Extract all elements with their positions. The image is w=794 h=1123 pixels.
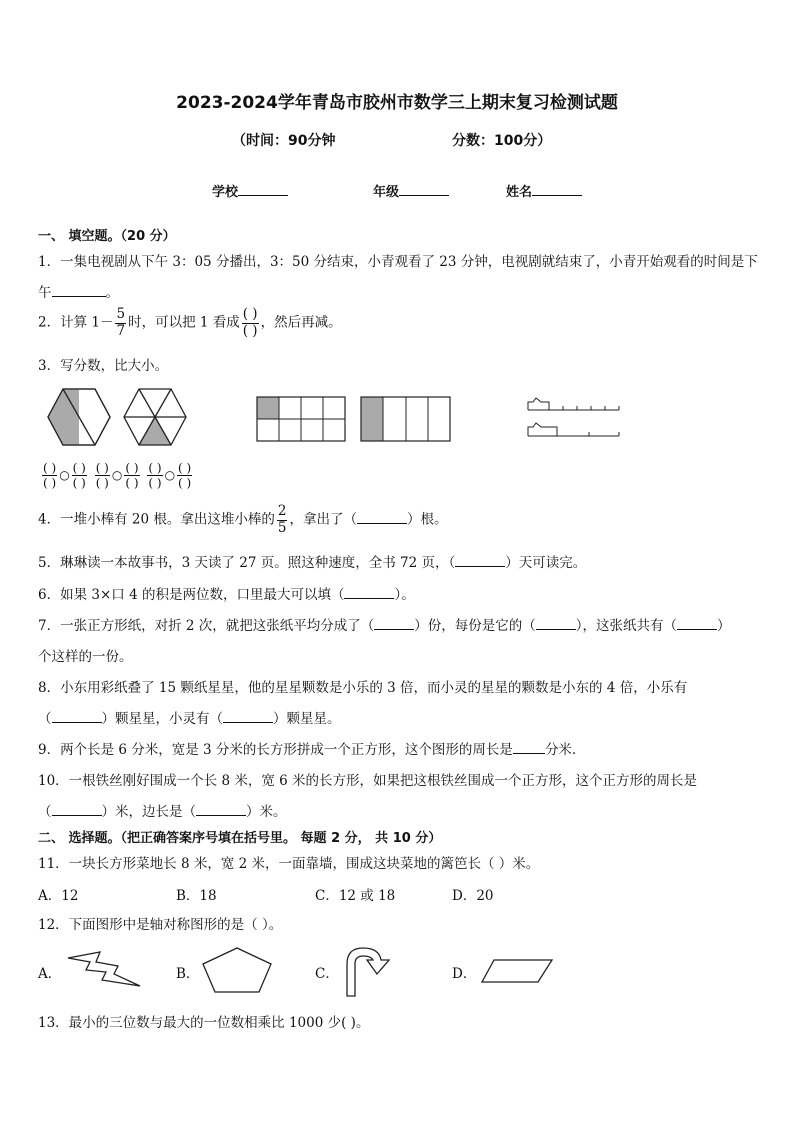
answer-blank[interactable] [52,296,106,297]
answer-blank[interactable] [455,566,505,567]
curved-arrow-shape [343,944,399,998]
question-9: 9．两个长是 6 分米，宽是 3 分米的长方形拼成一个正方形，这个图形的周长是 分米． [38,742,586,758]
time-limit: （时间：90分钟 [232,133,336,149]
lightning-bolt-shape [66,950,142,990]
question-8-line2: （ ）颗星星，小灵有（ ）颗星星。 [38,711,341,727]
question-7-line1: 7．一张正方形纸，对折 2 次，就把这张纸平均分成了（ ）份，每份是它的（ ），这张纸共有（ ） [38,618,731,634]
hexagon-figure-1 [47,388,111,446]
question-3: 3．写分数，比大小。 [38,358,169,374]
q11-option-d[interactable]: D．20 [452,888,494,904]
fraction-5-7: $\frac{5}{7}$ [116,306,126,339]
page-title: 2023-2024学年青岛市胶州市数学三上期末复习检测试题 [176,93,618,113]
fraction-2-5: $\frac{2}{5}$ [277,503,287,536]
name-field[interactable]: 姓名 [506,181,582,200]
question-10-line2: （ ）米，边长是（ ）米。 [38,804,287,820]
pentagon-shape [201,946,273,994]
question-13: 13．最小的三位数与最大的一位数相乘比 1000 少( )。 [38,1015,370,1031]
question-11: 11．一块长方形菜地长 8 米，宽 2 米，一面靠墙，围成这块菜地的篱笆长（ ）米。 [38,856,540,872]
hexagon-figure-2 [123,388,187,446]
q12-option-a[interactable]: A． [38,966,62,982]
school-field[interactable]: 学校 [212,181,288,200]
section-fill-blank: 一、 填空题。（20 分） [38,229,176,244]
answer-blank[interactable] [344,598,394,599]
answer-blank[interactable] [513,753,545,754]
answer-blank[interactable] [196,815,246,816]
q11-option-c[interactable]: C．12 或 18 [315,888,396,904]
full-score: 分数：100分） [452,133,552,149]
q12-option-b[interactable]: B． [176,966,200,982]
q11-option-a[interactable]: A．12 [38,888,79,904]
question-5: 5．琳琳读一本故事书，3 天读了 27 页。照这种速度，全书 72 页，（ ）天可读完。 [38,555,587,571]
section-multiple-choice: 二、 选择题。（把正确答案序号填在括号里。 每题 2 分， 共 10 分） [38,831,442,846]
question-7-line2: 个这样的一份。 [38,649,133,665]
question-6: 6．如果 3×口 4 的积是两位数，口里最大可以填（ ）。 [38,587,415,603]
answer-blank[interactable] [536,629,576,630]
answer-blank[interactable] [374,629,414,630]
question-2: 2．计算 1－ $\frac{5}{7}$ 时，可以把 1 看成 $\frac{( )}{( )}$ ，然后再减。 [38,306,342,339]
answer-blank[interactable] [52,722,102,723]
answer-blank[interactable] [677,629,717,630]
fraction-blank[interactable]: $\frac{( )}{( )}$ [242,306,258,339]
question-8-line1: 8．小东用彩纸叠了 15 颗纸星星，他的星星颗数是小乐的 3 倍，而小灵的星星的颗数是小东的 4 倍，小乐有 [38,680,688,696]
strip-rectangle-figure [361,397,453,443]
answer-blank[interactable] [52,815,102,816]
question-12: 12．下面图形中是轴对称图形的是（ ）。 [38,917,283,933]
q12-option-d[interactable]: D． [452,966,477,982]
question-10-line1: 10．一根铁丝刚好围成一个长 8 米，宽 6 米的长方形，如果把这根铁丝围成一个正方形，这个正方形的周长是 [38,773,698,789]
q12-option-c[interactable]: C． [315,966,339,982]
question-1-line1: 1．一集电视剧从下午 3：05 分播出，3：50 分结束，小青观看了 23 分钟，电视剧就结束了，小青开始观看的时间是下 [38,254,758,270]
question-1-line2: 午 。 [38,285,119,301]
segment-line-figure [528,398,622,438]
q11-option-b[interactable]: B．18 [176,888,217,904]
grade-field[interactable]: 年级 [373,181,449,200]
answer-blank[interactable] [357,523,407,524]
parallelogram-shape [480,958,554,984]
grid-rectangle-figure [257,397,347,441]
question-3-answers[interactable]: $\frac{( )}{( )}$ ○ $\frac{( )}{( )}$ $\frac{( )}{( )}$ ○ $\frac{( )}{( )}$ $\frac{( )}{( )}$ ○ $\frac{( )}{( )}$ [43,461,192,490]
question-4: 4．一堆小棒有 20 根。拿出这堆小棒的 $\frac{2}{5}$ ，拿出了（ ）根。 [38,503,448,536]
answer-blank[interactable] [223,722,273,723]
